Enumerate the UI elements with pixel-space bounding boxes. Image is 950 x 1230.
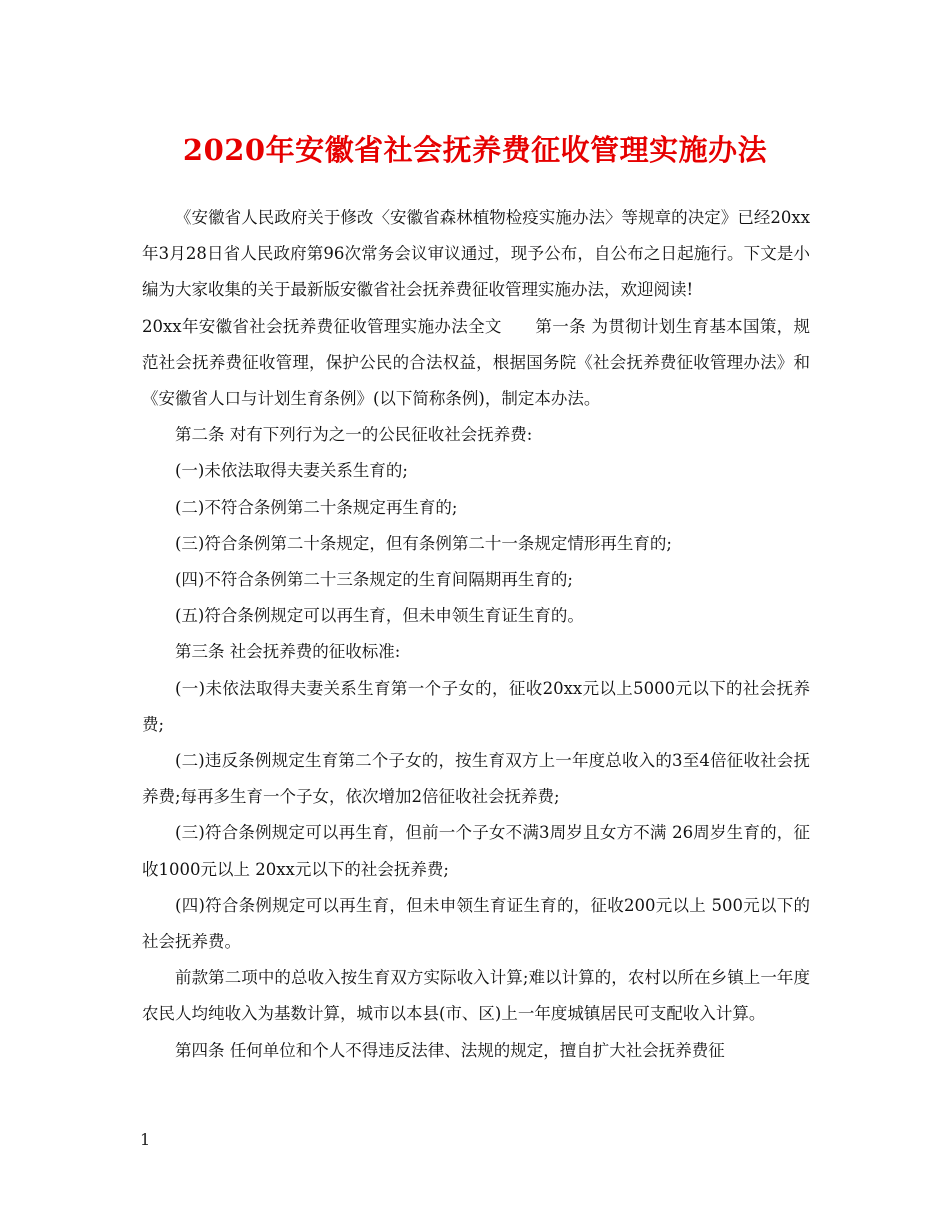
paragraph-item: (二)不符合条例第二十条规定再生育的; <box>175 497 458 517</box>
page-number: 1 <box>140 1130 151 1149</box>
paragraph-item: (三)符合条例规定可以再生育，但前一个子女不满3周岁且女方不满 26周岁生育的，征收1000元以上 20xx元以下的社会抚养费; <box>142 823 810 879</box>
paragraph-intro: 《安徽省人民政府关于修改〈安徽省森林植物检疫实施办法〉等规章的决定》已经20xx年3月28日省人民政府第96次常务会议审议通过，现予公布，自公布之日起施行。下文是小编为大家收集的关于最新版安徽省社会抚养费征收管理实施办法，欢迎阅读! <box>142 208 810 300</box>
document-title: 2020年安徽省社会抚养费征收管理实施办法 <box>182 133 768 167</box>
paragraph-item: (三)符合条例第二十条规定，但有条例第二十一条规定情形再生育的; <box>175 533 672 553</box>
paragraph-article-1: 20xx年安徽省社会抚养费征收管理实施办法全文 第一条 为贯彻计划生育基本国策，规范社会抚养费征收管理，保护公民的合法权益，根据国务院《社会抚养费征收管理办法》和《安徽省人口与计划生育条例》(以下简称条例)，制定本办法。 <box>142 316 810 409</box>
paragraph-article-2: 第二条 对有下列行为之一的公民征收社会抚养费: <box>175 425 533 445</box>
document-body <box>142 200 810 1069</box>
paragraph-article-4: 第四条 任何单位和个人不得违反法律、法规的规定，擅自扩大社会抚养费征 <box>175 1040 725 1060</box>
paragraph-item: (五)符合条例规定可以再生育，但未申领生育证生育的。 <box>175 606 584 626</box>
paragraph-article-3: 第三条 社会抚养费的征收标准: <box>175 642 401 662</box>
paragraph-item: (二)违反条例规定生育第二个子女的，按生育双方上一年度总收入的3至4倍征收社会抚养费;每再多生育一个子女，依次增加2倍征收社会抚养费; <box>142 751 810 807</box>
paragraph-item: (四)不符合条例第二十三条规定的生育间隔期再生育的; <box>175 570 573 590</box>
paragraph-item: (一)未依法取得夫妻关系生育第一个子女的，征收20xx元以上5000元以下的社会抚养费; <box>142 678 810 734</box>
paragraph-item: (一)未依法取得夫妻关系生育的; <box>175 461 408 481</box>
paragraph-item: (四)符合条例规定可以再生育，但未申领生育证生育的，征收200元以上 500元以下的社会抚养费。 <box>142 895 810 952</box>
paragraph-note: 前款第二项中的总收入按生育双方实际收入计算;难以计算的，农村以所在乡镇上一年度农民人均纯收入为基数计算，城市以本县(市、区)上一年度城镇居民可支配收入计算。 <box>142 968 810 1024</box>
